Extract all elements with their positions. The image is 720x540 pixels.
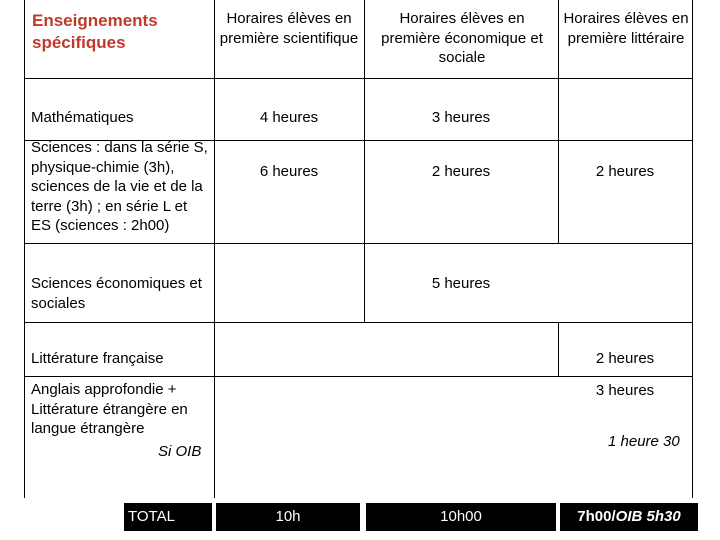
cell-litterature-l: 2 heures — [595, 350, 655, 367]
grid-line — [24, 376, 692, 377]
cell-sciences-es: 2 heures — [431, 163, 491, 180]
total-es: 10h00 — [366, 503, 556, 531]
total-l — [560, 503, 698, 531]
cell-anglais-l: 3 heures — [595, 382, 655, 399]
header-scientifique: Horaires élèves en première scientifique — [219, 10, 359, 47]
header-litteraire: Horaires élèves en première littéraire — [563, 10, 689, 47]
cell-math-es: 3 heures — [431, 109, 491, 126]
header-subject: Enseignements spécifiques — [32, 11, 158, 52]
cell-sciences-l: 2 heures — [595, 163, 655, 180]
grid-line — [214, 0, 215, 498]
row-subject-sciences: Sciences : dans la série S, physique-chimie (3h), sciences de la vie et de la terre (3h) ; en série L et ES (sciences : 2h00) — [31, 139, 208, 234]
grid-line — [24, 78, 692, 79]
header-economique: Horaires élèves en première économique et sociale — [381, 10, 543, 66]
row-subject-ses: Sciences économiques et sociales — [31, 275, 202, 312]
cell-math-s: 4 heures — [259, 109, 319, 126]
total-l-oib: OIB 5h30 — [615, 508, 681, 525]
row-subject-mathematiques: Mathématiques — [31, 109, 134, 126]
grid-line — [24, 243, 692, 244]
grid-line — [24, 0, 25, 498]
total-label: TOTAL — [124, 503, 212, 531]
cell-sciences-s: 6 heures — [259, 163, 319, 180]
grid-line — [558, 0, 559, 243]
cell-oib-l: 1 heure 30 — [608, 433, 680, 450]
grid-line — [24, 322, 692, 323]
grid-line — [692, 0, 693, 498]
oib-label: Si OIB — [158, 443, 202, 460]
total-s: 10h — [216, 503, 360, 531]
cell-ses-es: 5 heures — [431, 275, 491, 292]
total-l-main: 7h00/ — [577, 508, 616, 525]
row-subject-anglais: Anglais approfondie + Littérature étrangère en langue étrangère — [31, 381, 188, 437]
row-subject-litterature: Littérature française — [31, 350, 164, 367]
